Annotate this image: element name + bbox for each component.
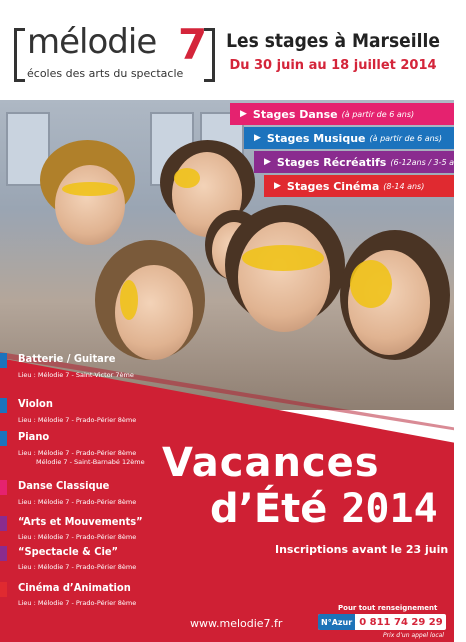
arrow-right-icon: ▶: [240, 109, 247, 119]
logo-bracket-left: [14, 28, 25, 82]
activity-color-bar: [0, 516, 7, 531]
stage-tab-label: Stages Danse: [252, 107, 338, 121]
activity-location: Mélodie 7 - Saint-Barnabé 12ème: [36, 458, 145, 466]
activity-color-bar: [0, 480, 7, 495]
activity-color-bar: [0, 353, 7, 368]
headline-ete-2014: [210, 486, 438, 532]
activity-color-bar: [0, 431, 7, 446]
activity-title: Danse Classique: [18, 479, 110, 492]
face-paint: [242, 245, 324, 271]
face-paint: [174, 168, 200, 188]
logo-word: mélodie: [27, 22, 157, 62]
face-paint: [62, 182, 118, 196]
arrow-right-icon: ▶: [274, 181, 281, 191]
contact-label: Pour tout renseignement: [338, 604, 438, 612]
stage-tab-cinema[interactable]: [264, 175, 454, 197]
activity-color-bar: [0, 398, 7, 413]
activity-location: Lieu : Mélodie 7 - Prado-Périer 8ème: [18, 416, 137, 424]
logo-subtitle: écoles des arts du spectacle: [27, 67, 184, 80]
logo-bracket-right: [204, 28, 215, 82]
logo-seven: 7: [178, 20, 208, 69]
phone-box[interactable]: [318, 614, 446, 630]
activity-title: Piano: [18, 430, 50, 443]
activity-title: Cinéma d’Animation: [18, 581, 131, 594]
activity-color-bar: [0, 546, 7, 561]
stage-tab-label: Stages Récréatifs: [276, 155, 387, 169]
stage-tab-age: (à partir de 6 ans): [341, 109, 415, 119]
activity-location: Lieu : Mélodie 7 - Prado-Périer 8ème: [18, 498, 137, 506]
stage-tab-age: (6-12ans / 3-5 ans): [390, 157, 466, 167]
poster-footer: [0, 600, 454, 642]
header-title: Les stages à Marseille: [226, 30, 440, 52]
price-note: Prix d’un appel local: [383, 632, 444, 639]
header-dates: Du 30 juin au 18 juillet 2014: [229, 58, 437, 73]
face-paint: [350, 260, 392, 308]
activity-title: Violon: [18, 397, 53, 410]
stage-tab-age: (8-14 ans): [383, 181, 425, 191]
arrow-right-icon: ▶: [254, 133, 261, 143]
activity-title: Batterie / Guitare: [18, 352, 116, 365]
activity-color-bar: [0, 582, 7, 597]
headline-ete: d’Été: [210, 486, 328, 532]
poster-header: [0, 0, 454, 100]
stage-tab-label: Stages Cinéma: [286, 179, 380, 193]
child-face: [55, 165, 125, 245]
stage-tab-danse[interactable]: [230, 103, 454, 125]
stage-tab-age: (à partir de 6 ans): [369, 133, 442, 143]
stage-tab-label: Stages Musique: [266, 131, 366, 145]
activity-location: Lieu : Mélodie 7 - Prado-Périer 8ème: [18, 563, 137, 571]
stage-tab-musique[interactable]: [244, 127, 454, 149]
headline-vacances: Vacances: [162, 440, 380, 486]
child-face: [238, 222, 330, 332]
stage-tab-recreatifs[interactable]: [254, 151, 466, 173]
activity-location: Lieu : Mélodie 7 - Prado-Périer 8ème: [18, 533, 137, 541]
face-paint: [120, 280, 138, 320]
registration-deadline: Inscriptions avant le 23 juin: [275, 543, 449, 556]
headline-year: 2014: [341, 486, 438, 532]
activity-location: Lieu : Mélodie 7 - Saint-Victor 7ème: [18, 371, 134, 379]
arrow-right-icon: ▶: [264, 157, 271, 167]
activity-title: “Spectacle & Cie”: [18, 545, 119, 558]
activity-title: “Arts et Mouvements”: [18, 515, 143, 528]
phone-number: 0 811 74 29 29: [359, 616, 443, 628]
activity-location: Lieu : Mélodie 7 - Prado-Périer 8ème: [18, 599, 137, 607]
website-link[interactable]: www.melodie7.fr: [190, 617, 283, 630]
azur-tag: N°Azur: [318, 614, 355, 630]
activity-location: Lieu : Mélodie 7 - Prado-Périer 8ème: [18, 449, 137, 457]
